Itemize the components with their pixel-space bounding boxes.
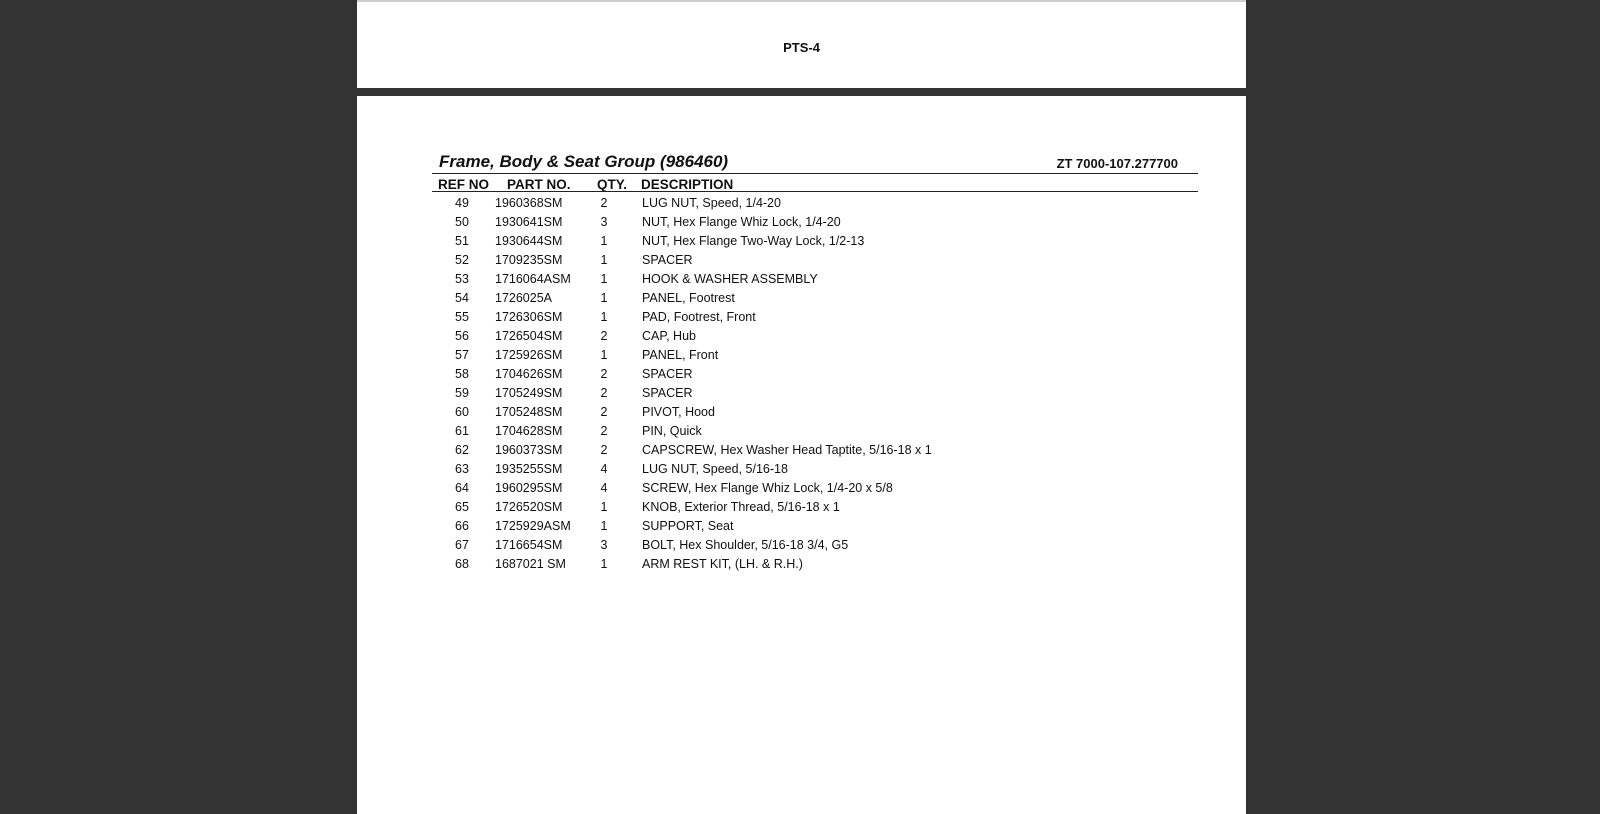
- description-cell: LUG NUT, Speed, 1/4-20: [642, 196, 781, 210]
- ref-no-cell: 52: [455, 253, 469, 267]
- qty-cell: 2: [600, 424, 608, 438]
- table-row: [357, 555, 1246, 574]
- ref-no-cell: 58: [455, 367, 469, 381]
- qty-cell: 2: [600, 386, 608, 400]
- ref-no-cell: 67: [455, 538, 469, 552]
- section-title: Frame, Body & Seat Group (986460): [439, 152, 729, 171]
- description-cell: PAD, Footrest, Front: [642, 310, 756, 324]
- part-no-cell: 1725926SM: [495, 348, 563, 362]
- part-no-cell: 1709235SM: [495, 253, 563, 267]
- qty-cell: 1: [600, 234, 608, 248]
- ref-no-cell: 61: [455, 424, 469, 438]
- description-cell: SPACER: [642, 367, 693, 381]
- ref-no-cell: 51: [455, 234, 469, 248]
- part-no-cell: 1725929ASM: [495, 519, 571, 533]
- part-no-cell: 1726306SM: [495, 310, 563, 324]
- table-row: [357, 460, 1246, 479]
- previous-page: [357, 0, 1246, 88]
- description-cell: HOOK & WASHER ASSEMBLY: [642, 272, 818, 286]
- table-row: [357, 403, 1246, 422]
- ref-no-cell: 59: [455, 386, 469, 400]
- page-label: PTS-4: [783, 40, 820, 55]
- ref-no-cell: 62: [455, 443, 469, 457]
- qty-cell: 1: [600, 272, 608, 286]
- description-cell: PIN, Quick: [642, 424, 702, 438]
- ref-no-cell: 64: [455, 481, 469, 495]
- table-row: [357, 536, 1246, 555]
- table-row: [357, 479, 1246, 498]
- qty-cell: 1: [600, 348, 608, 362]
- description-cell: SPACER: [642, 253, 693, 267]
- description-cell: NUT, Hex Flange Whiz Lock, 1/4-20: [642, 215, 841, 229]
- qty-cell: 4: [600, 462, 608, 476]
- ref-no-cell: 57: [455, 348, 469, 362]
- header-top-rule: [432, 173, 1198, 174]
- description-cell: NUT, Hex Flange Two-Way Lock, 1/2-13: [642, 234, 865, 248]
- qty-cell: 2: [600, 329, 608, 343]
- table-row: [357, 232, 1246, 251]
- qty-cell: 1: [600, 291, 608, 305]
- part-no-cell: 1704628SM: [495, 424, 563, 438]
- qty-cell: 4: [600, 481, 608, 495]
- part-no-cell: 1726504SM: [495, 329, 563, 343]
- part-no-cell: 1960295SM: [495, 481, 563, 495]
- column-header-ref-no: REF NO: [438, 177, 490, 192]
- ref-no-cell: 56: [455, 329, 469, 343]
- ref-no-cell: 66: [455, 519, 469, 533]
- description-cell: PANEL, Footrest: [642, 291, 735, 305]
- qty-cell: 1: [600, 519, 608, 533]
- part-no-cell: 1960373SM: [495, 443, 563, 457]
- qty-cell: 3: [600, 215, 608, 229]
- header-bottom-rule: [432, 191, 1198, 192]
- table-row: [357, 441, 1246, 460]
- qty-cell: 2: [600, 405, 608, 419]
- ref-no-cell: 55: [455, 310, 469, 324]
- part-no-cell: 1705248SM: [495, 405, 563, 419]
- table-row: [357, 270, 1246, 289]
- part-no-cell: 1726025A: [495, 291, 553, 305]
- table-row: [357, 213, 1246, 232]
- description-cell: CAPSCREW, Hex Washer Head Taptite, 5/16-18 x 1: [642, 443, 932, 457]
- description-cell: KNOB, Exterior Thread, 5/16-18 x 1: [642, 500, 840, 514]
- qty-cell: 2: [600, 196, 608, 210]
- table-row: [357, 289, 1246, 308]
- part-no-cell: 1716654SM: [495, 538, 563, 552]
- ref-no-cell: 60: [455, 405, 469, 419]
- description-cell: PIVOT, Hood: [642, 405, 715, 419]
- column-header-description: DESCRIPTION: [641, 177, 734, 192]
- qty-cell: 1: [600, 253, 608, 267]
- description-cell: BOLT, Hex Shoulder, 5/16-18 3/4, G5: [642, 538, 849, 552]
- document-number: ZT 7000-107.277700: [1056, 156, 1178, 171]
- ref-no-cell: 68: [455, 557, 469, 571]
- ref-no-cell: 50: [455, 215, 469, 229]
- table-row: [357, 327, 1246, 346]
- description-cell: SCREW, Hex Flange Whiz Lock, 1/4-20 x 5/8: [642, 481, 893, 495]
- description-cell: PANEL, Front: [642, 348, 719, 362]
- qty-cell: 3: [600, 538, 608, 552]
- ref-no-cell: 54: [455, 291, 469, 305]
- column-header-qty: QTY.: [597, 177, 628, 192]
- ref-no-cell: 49: [455, 196, 469, 210]
- part-no-cell: 1930641SM: [495, 215, 563, 229]
- ref-no-cell: 65: [455, 500, 469, 514]
- part-no-cell: 1704626SM: [495, 367, 563, 381]
- table-row: [357, 308, 1246, 327]
- table-row: [357, 422, 1246, 441]
- part-no-cell: 1716064ASM: [495, 272, 571, 286]
- table-row: [357, 517, 1246, 536]
- part-no-cell: 1930644SM: [495, 234, 563, 248]
- ref-no-cell: 63: [455, 462, 469, 476]
- part-no-cell: 1960368SM: [495, 196, 563, 210]
- description-cell: SUPPORT, Seat: [642, 519, 734, 533]
- table-row: [357, 346, 1246, 365]
- ref-no-cell: 53: [455, 272, 469, 286]
- table-row: [357, 498, 1246, 517]
- description-cell: CAP, Hub: [642, 329, 696, 343]
- part-no-cell: 1687021 SM: [495, 557, 566, 571]
- description-cell: SPACER: [642, 386, 693, 400]
- table-row: [357, 365, 1246, 384]
- parts-list-page: [357, 96, 1246, 814]
- description-cell: ARM REST KIT, (LH. & R.H.): [642, 557, 803, 571]
- qty-cell: 1: [600, 310, 608, 324]
- table-row: [357, 194, 1246, 213]
- table-row: [357, 251, 1246, 270]
- qty-cell: 2: [600, 443, 608, 457]
- qty-cell: 1: [600, 500, 608, 514]
- column-header-part-no: PART NO.: [507, 177, 571, 192]
- part-no-cell: 1935255SM: [495, 462, 563, 476]
- parts-table-body: [357, 194, 1246, 574]
- part-no-cell: 1726520SM: [495, 500, 563, 514]
- description-cell: LUG NUT, Speed, 5/16-18: [642, 462, 788, 476]
- table-row: [357, 384, 1246, 403]
- qty-cell: 1: [600, 557, 608, 571]
- qty-cell: 2: [600, 367, 608, 381]
- part-no-cell: 1705249SM: [495, 386, 563, 400]
